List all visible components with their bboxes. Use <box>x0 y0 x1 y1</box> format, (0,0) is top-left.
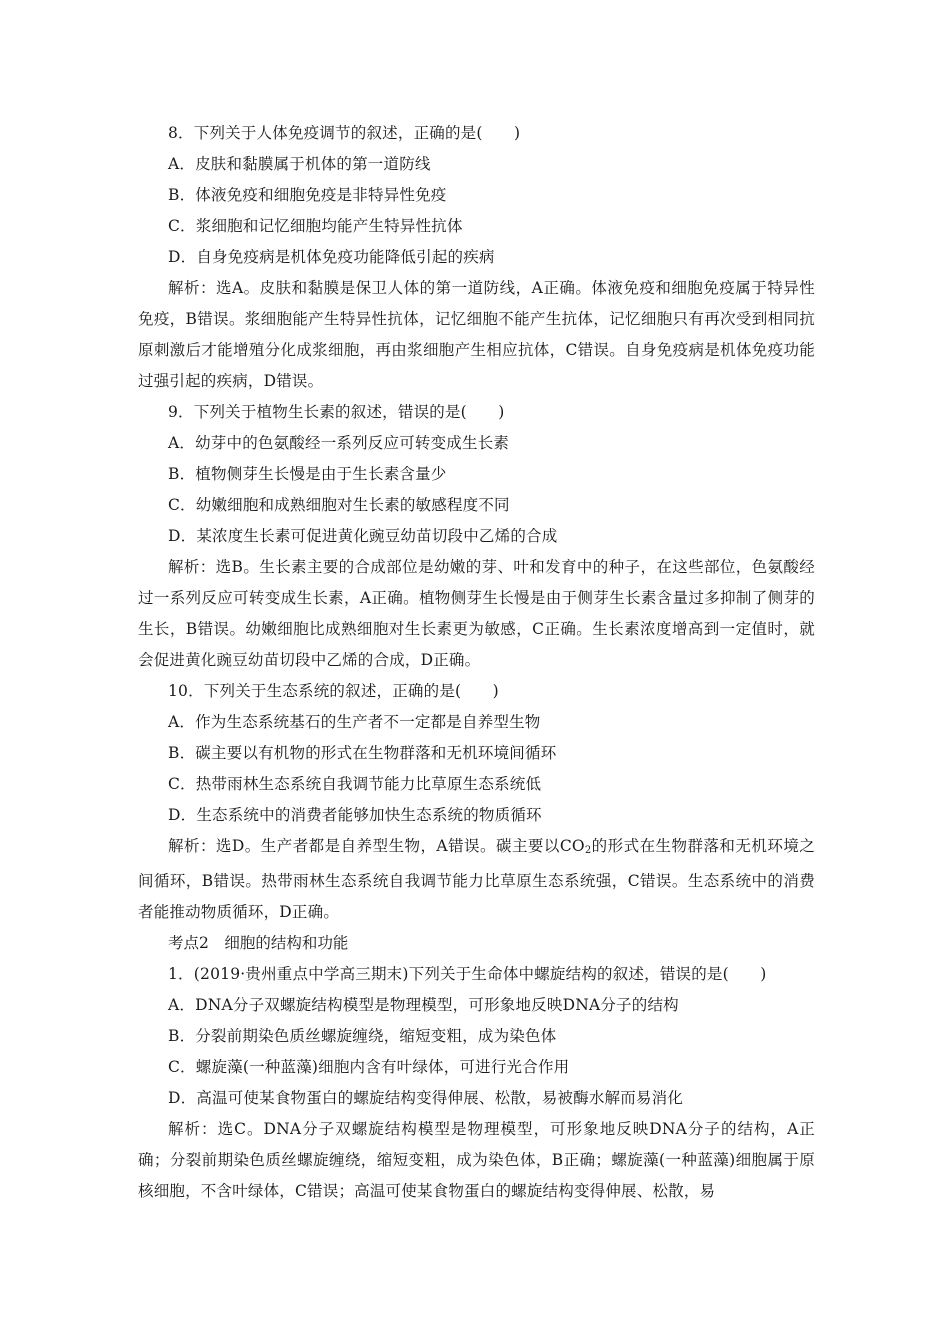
question-1-option-b: B．分裂前期染色质丝螺旋缠绕，缩短变粗，成为染色体 <box>168 1027 557 1045</box>
question-8-analysis: 解析：选A。皮肤和黏膜是保卫人体的第一道防线，A正确。体液免疫和细胞免疫属于特异性免疫，B错误。浆细胞能产生特异性抗体，记忆细胞不能产生抗体，记忆细胞只有再次受到相同抗原刺激后才能增殖分化成浆细胞，再由浆细胞产生相应抗体，C错误。自身免疫病是机体免疫功能过强引起的疾病，D错误。 <box>138 279 815 390</box>
question-9-option-c: C．幼嫩细胞和成熟细胞对生长素的敏感程度不同 <box>168 496 510 514</box>
question-1-option-d: D．高温可使某食物蛋白的螺旋结构变得伸展、松散，易被酶水解而易消化 <box>168 1089 684 1107</box>
question-9-option-d: D．某浓度生长素可促进黄化豌豆幼苗切段中乙烯的合成 <box>168 527 558 545</box>
question-1-option-c: C．螺旋藻(一种蓝藻)细胞内含有叶绿体，可进行光合作用 <box>168 1058 570 1076</box>
question-9-option-b: B．植物侧芽生长慢是由于生长素含量少 <box>168 465 447 483</box>
question-8-option-a: A．皮肤和黏膜属于机体的第一道防线 <box>168 155 431 173</box>
question-1-option-a: A．DNA分子双螺旋结构模型是物理模型，可形象地反映DNA分子的结构 <box>168 996 679 1014</box>
question-10-analysis <box>138 831 815 928</box>
question-8-option-b: B．体液免疫和细胞免疫是非特异性免疫 <box>168 186 447 204</box>
question-8-stem: 8．下列关于人体免疫调节的叙述，正确的是( ) <box>168 124 521 142</box>
question-8-option-d: D．自身免疫病是机体免疫功能降低引起的疾病 <box>168 248 495 266</box>
question-10-option-d: D．生态系统中的消费者能够加快生态系统的物质循环 <box>168 806 542 824</box>
question-9-analysis: 解析：选B。生长素主要的合成部位是幼嫩的芽、叶和发育中的种子，在这些部位，色氨酸经过一系列反应可转变成生长素，A正确。植物侧芽生长慢是由于侧芽生长素含量过多抑制了侧芽的生长，B错误。幼嫩细胞比成熟细胞对生长素更为敏感，C正确。生长素浓度增高到一定值时，就会促进黄化豌豆幼苗切段中乙烯的合成，D正确。 <box>138 558 815 669</box>
analysis-text-post: 的形式在生物群落和无机环境之间循环，B错误。热带雨林生态系统自我调节能力比草原生态系统强，C错误。生态系统中的消费者能推动物质循环，D正确。 <box>138 837 815 921</box>
section-heading: 考点2 细胞的结构和功能 <box>168 934 349 952</box>
question-8-option-c: C．浆细胞和记忆细胞均能产生特异性抗体 <box>168 217 463 235</box>
question-9-option-a: A．幼芽中的色氨酸经一系列反应可转变成生长素 <box>168 434 510 452</box>
document-page <box>138 118 815 1207</box>
question-9-stem: 9．下列关于植物生长素的叙述，错误的是( ) <box>168 403 505 421</box>
question-10-option-b: B．碳主要以有机物的形式在生物群落和无机环境间循环 <box>168 744 557 762</box>
analysis-text-pre: 解析：选D。生产者都是自养型生物，A错误。碳主要以CO <box>168 837 585 855</box>
question-10-option-c: C．热带雨林生态系统自我调节能力比草原生态系统低 <box>168 775 542 793</box>
question-10-option-a: A．作为生态系统基石的生产者不一定都是自养型生物 <box>168 713 541 731</box>
question-1-stem: 1．(2019·贵州重点中学高三期末)下列关于生命体中螺旋结构的叙述，错误的是( ) <box>168 965 767 983</box>
question-10-stem: 10．下列关于生态系统的叙述，正确的是( ) <box>168 682 499 700</box>
question-1-analysis: 解析：选C。DNA分子双螺旋结构模型是物理模型，可形象地反映DNA分子的结构，A正确；分裂前期染色质丝螺旋缠绕，缩短变粗，成为染色体，B正确；螺旋藻(一种蓝藻)细胞属于原核细胞，不含叶绿体，C错误；高温可使某食物蛋白的螺旋结构变得伸展、松散，易 <box>138 1120 815 1200</box>
subscript-2: 2 <box>584 845 592 856</box>
